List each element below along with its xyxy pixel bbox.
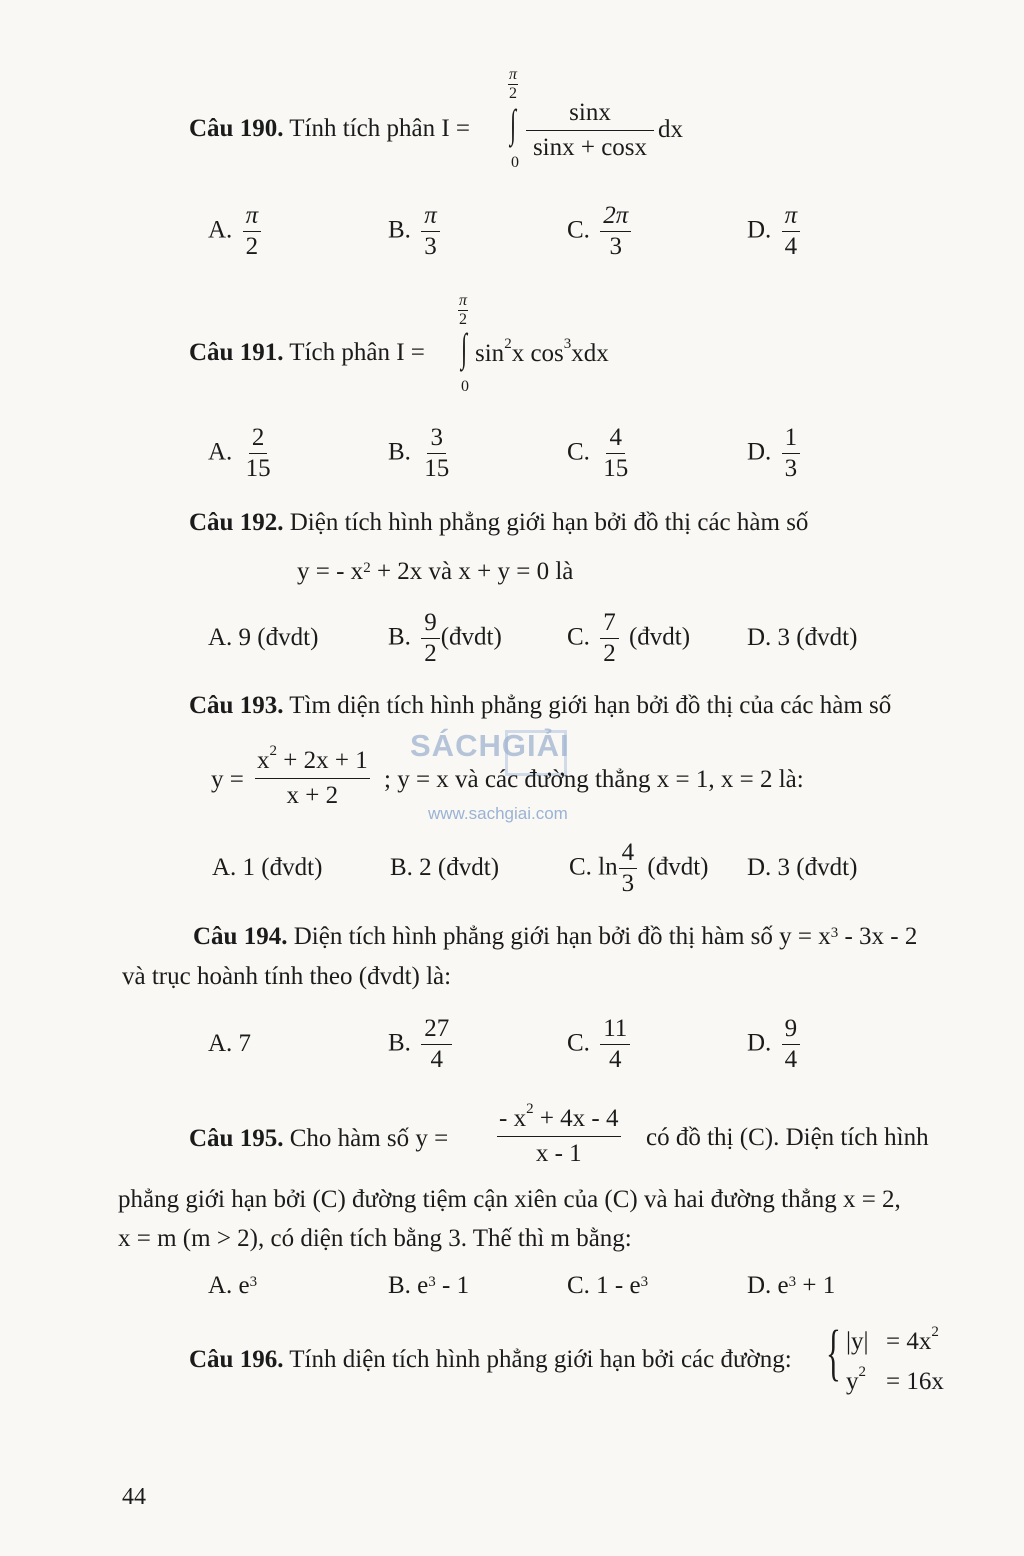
integral-lower-limit: 0 [511,154,519,171]
option-b[interactable]: B. $\frac{3}{15}$ [388,424,450,483]
integral-dx: dx [658,116,683,143]
option-c[interactable]: C. $1 - e^3$ [567,1272,649,1299]
question-label: Câu 194. [193,923,288,950]
question-text: Tính tích phân I = [289,115,471,142]
question-text-continued: có đồ thị (C). Diện tích hình [646,1124,929,1151]
option-c[interactable]: C. $\frac{4}{15}$ [567,424,629,483]
option-b[interactable]: B. 2 (đvdt) [390,854,500,881]
watermark-logo: SÁCHGIẢI [410,728,570,763]
question-label: Câu 195. [189,1125,284,1152]
question-text-line3: x = m (m > 2), có diện tích bằng 3. Thế thì m bằng: [118,1225,632,1252]
function-fraction: $\frac{- x^2 + 4x - 4}{x - 1}$ [499,1101,619,1168]
option-b[interactable]: B. $e^3 - 1$ [388,1272,470,1299]
question-text-line2: phẳng giới hạn bởi (C) đường tiệm cận xiên của (C) và hai đường thẳng x = 2, [118,1186,901,1213]
question-label: Câu 191. [189,339,284,366]
integral-upper-limit: $\frac{\pi}{2}$ [459,292,468,328]
question-label: Câu 193. [189,692,284,719]
integrand: $\sin^2x$ $\cos^3xdx$ [475,336,609,367]
option-d[interactable]: D. $\frac{1}{3}$ [747,425,804,483]
question-text: Diện tích hình phẳng giới hạn bởi đồ thị các hàm số [289,509,809,536]
question-text: Tích phân I = [289,339,425,366]
option-b[interactable]: B. $\frac{27}{4}$ [388,1016,456,1074]
question-text: Tính diện tích hình phẳng giới hạn bởi các đường: [289,1346,792,1373]
integrand-fraction: $\frac{\sin x}{\sin x + \cos x}$ [526,100,654,162]
option-d[interactable]: D. $e^3 + 1$ [747,1272,836,1299]
function-fraction: $\frac{x^2 + 2x + 1}{x + 2}$ [257,743,368,810]
option-c[interactable]: C. $\frac{2\pi}{3}$ [567,203,635,261]
option-a[interactable]: A. $e^3$ [208,1272,258,1299]
integral-sign: ∫ [461,325,468,370]
option-d[interactable]: D. 3 (đvdt) [747,624,858,651]
question-text-line2: và trục hoành tính theo (đvdt) là: [122,963,452,990]
question-text: Tìm diện tích hình phẳng giới hạn bởi đồ thị của các hàm số [289,692,892,719]
equation-1-right: = $4x^2$ [886,1324,939,1355]
option-c[interactable]: C. ln $\frac{4}{3}$ (đvdt) [569,839,709,898]
equation-2-right: = 16x [886,1368,944,1395]
question-text: Diện tích hình phẳng giới hạn bởi đồ thị hàm số $y = x^3 - 3x - 2$ [293,923,918,950]
integral-sign: ∫ [510,101,517,146]
option-d[interactable]: D. $\frac{\pi}{4}$ [747,203,804,261]
option-a[interactable]: A. 7 [208,1030,252,1057]
option-a[interactable]: A. $\frac{2}{15}$ [208,424,271,483]
question-text-continued: ; y = x và các đường thẳng x = 1, x = 2 là: [384,766,804,793]
option-a[interactable]: A. $\frac{\pi}{2}$ [208,203,265,261]
option-c[interactable]: C. $\frac{7}{2}$ (đvdt) [567,609,691,668]
question-label: Câu 190. [189,115,284,142]
integral-lower-limit: 0 [461,378,469,395]
page-number: 44 [122,1484,146,1510]
option-c[interactable]: C. $\frac{11}{4}$ [567,1016,634,1074]
equation-1-left: |y| [846,1328,869,1355]
watermark-url: www.sachgiai.com [428,804,568,823]
question-text: Cho hàm số y = [289,1125,449,1152]
option-b[interactable]: B. $\frac{\pi}{3}$ [388,203,444,261]
question-formula: y = - $x^2 + 2x$ và x + y = 0 là [297,558,574,585]
function-y-equals: y = [211,766,244,793]
option-d[interactable]: D. $\frac{9}{4}$ [747,1016,804,1074]
equation-2-left: $y^2$ [846,1364,866,1395]
question-label: Câu 192. [189,509,284,536]
integral-upper-limit: $\frac{\pi}{2}$ [509,66,518,102]
option-a[interactable]: A. 1 (đvdt) [212,854,323,881]
option-b[interactable]: B. $\frac{9}{2}$ (đvdt) [388,609,502,668]
system-brace: { [826,1319,841,1387]
option-a[interactable]: A. 9 (đvdt) [208,624,319,651]
option-d[interactable]: D. 3 (đvdt) [747,854,858,881]
question-label: Câu 196. [189,1346,284,1373]
